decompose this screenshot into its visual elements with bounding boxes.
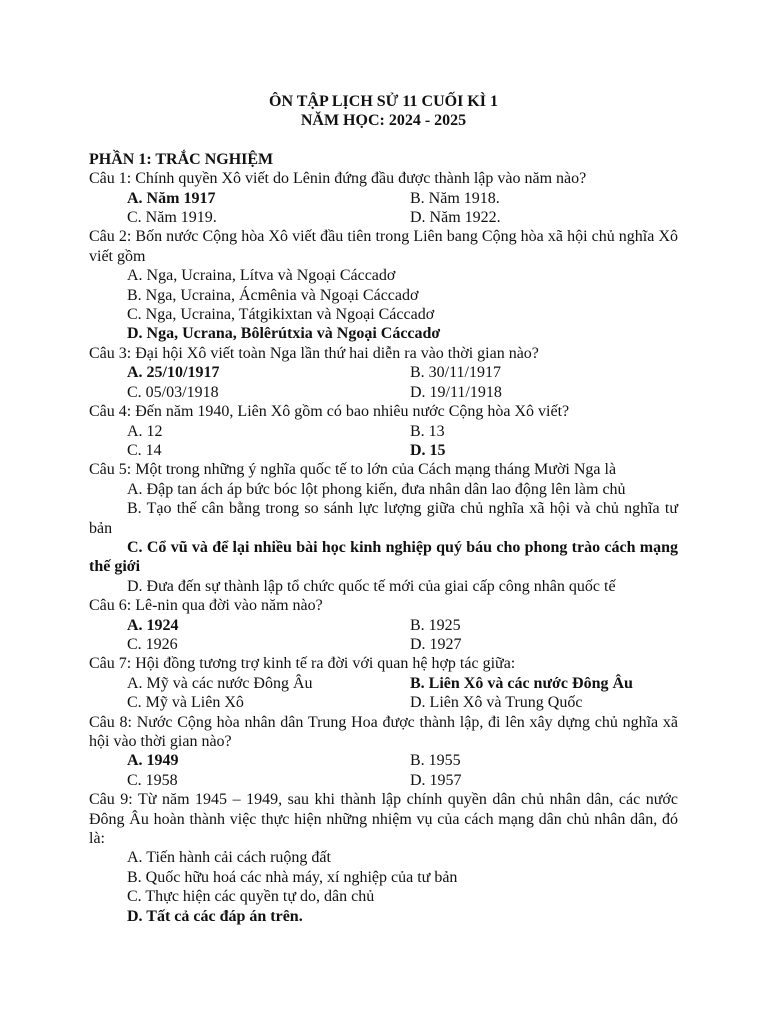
q7-option-c: C. Mỹ và Liên Xô	[127, 694, 244, 712]
q2-option-b: B. Nga, Ucraina, Ácmênia và Ngoại Cáccadơ	[127, 286, 419, 304]
q4-option-c: C. 14	[127, 441, 162, 459]
document-page	[89, 92, 678, 926]
q6-option-c: C. 1926	[127, 635, 178, 653]
q6-option-d: D. 1927	[410, 635, 462, 653]
q7-option-b: B. Liên Xô và các nước Đông Âu	[410, 674, 633, 692]
q4-option-a: A. 12	[127, 422, 163, 440]
q5-option-d: D. Đưa đến sự thành lập tổ chức quốc tế mới của giai cấp công nhân quốc tế	[127, 577, 616, 595]
q4-option-d: D. 15	[410, 441, 446, 459]
q2-option-c: C. Nga, Ucraina, Tátgikixtan và Ngoại Cáccadơ	[127, 306, 435, 324]
q3-option-b: B. 30/11/1917	[410, 364, 501, 382]
q5-option-c: C. Cổ vũ và để lại nhiều bài học kinh nghiệp quý báu cho phong trào cách mạng thế giới	[89, 538, 678, 576]
q1-option-b: B. Năm 1918.	[410, 189, 500, 207]
q8-option-a: A. 1949	[127, 752, 179, 770]
question-9: Câu 9: Từ năm 1945 – 1949, sau khi thành lập chính quyền dân chủ nhân dân, các nước Đông Âu hoàn thành việc thực hiện những nhiệm vụ của cách mạng dân chủ nhân dân, đó là:	[89, 791, 678, 848]
question-1: Câu 1: Chính quyền Xô viết do Lênin đứng đầu được thành lập vào năm nào?	[89, 170, 587, 188]
question-6: Câu 6: Lê-nin qua đời vào năm nào?	[89, 597, 323, 615]
q3-option-d: D. 19/11/1918	[410, 383, 502, 401]
q9-option-b: B. Quốc hữu hoá các nhà máy, xí nghiệp của tư bản	[127, 868, 458, 886]
q3-option-c: C. 05/03/1918	[127, 383, 219, 401]
question-4: Câu 4: Đến năm 1940, Liên Xô gồm có bao nhiêu nước Cộng hòa Xô viết?	[89, 403, 570, 421]
q1-option-a: A. Năm 1917	[127, 189, 216, 207]
question-2: Câu 2: Bốn nước Cộng hòa Xô viết đầu tiên trong Liên bang Cộng hòa xã hội chủ nghĩa Xô viết gồm	[89, 228, 678, 265]
q1-option-d: D. Năm 1922.	[410, 209, 501, 227]
q2-option-d: D. Nga, Ucrana, Bôlêrútxia và Ngoại Cáccadơ	[127, 325, 441, 343]
document-title: ÔN TẬP LỊCH SỬ 11 CUỐI KÌ 1	[269, 93, 498, 110]
q3-option-a: A. 25/10/1917	[127, 364, 220, 382]
q9-option-d: D. Tất cả các đáp án trên.	[127, 907, 303, 925]
section-heading: PHẦN 1: TRẮC NGHIỆM	[89, 150, 274, 168]
q8-option-c: C. 1958	[127, 771, 178, 789]
q6-option-b: B. 1925	[410, 616, 461, 634]
q1-option-c: C. Năm 1919.	[127, 209, 217, 227]
q8-option-d: D. 1957	[410, 771, 462, 789]
document-subtitle: NĂM HỌC: 2024 - 2025	[300, 112, 467, 130]
q7-option-a: A. Mỹ và các nước Đông Âu	[127, 674, 313, 692]
question-7: Câu 7: Hội đồng tương trợ kinh tế ra đời với quan hệ hợp tác giữa:	[89, 655, 516, 673]
q6-option-a: A. 1924	[127, 616, 179, 634]
q9-option-a: A. Tiến hành cải cách ruộng đất	[127, 849, 331, 867]
question-8: Câu 8: Nước Cộng hòa nhân dân Trung Hoa được thành lập, đi lên xây dựng chủ nghĩa xã hội vào thời gian nào?	[89, 713, 678, 750]
q7-option-d: D. Liên Xô và Trung Quốc	[410, 694, 583, 712]
q4-option-b: B. 13	[410, 422, 445, 440]
question-3: Câu 3: Đại hội Xô viết toàn Nga lần thứ hai diễn ra vào thời gian nào?	[89, 344, 539, 362]
q2-option-a: A. Nga, Ucraina, Lítva và Ngoại Cáccadơ	[127, 267, 396, 285]
question-5: Câu 5: Một trong những ý nghĩa quốc tế to lớn của Cách mạng tháng Mười Nga là	[89, 461, 617, 479]
q5-option-a: A. Đập tan ách áp bức bóc lột phong kiến, đưa nhân dân lao động lên làm chủ	[127, 480, 626, 498]
q5-option-b: B. Tạo thế cân bằng trong so sánh lực lượng giữa chủ nghĩa xã hội và chủ nghĩa tư bản	[89, 500, 678, 537]
q9-option-c: C. Thực hiện các quyền tự do, dân chủ	[127, 888, 375, 906]
q8-option-b: B. 1955	[410, 752, 461, 770]
